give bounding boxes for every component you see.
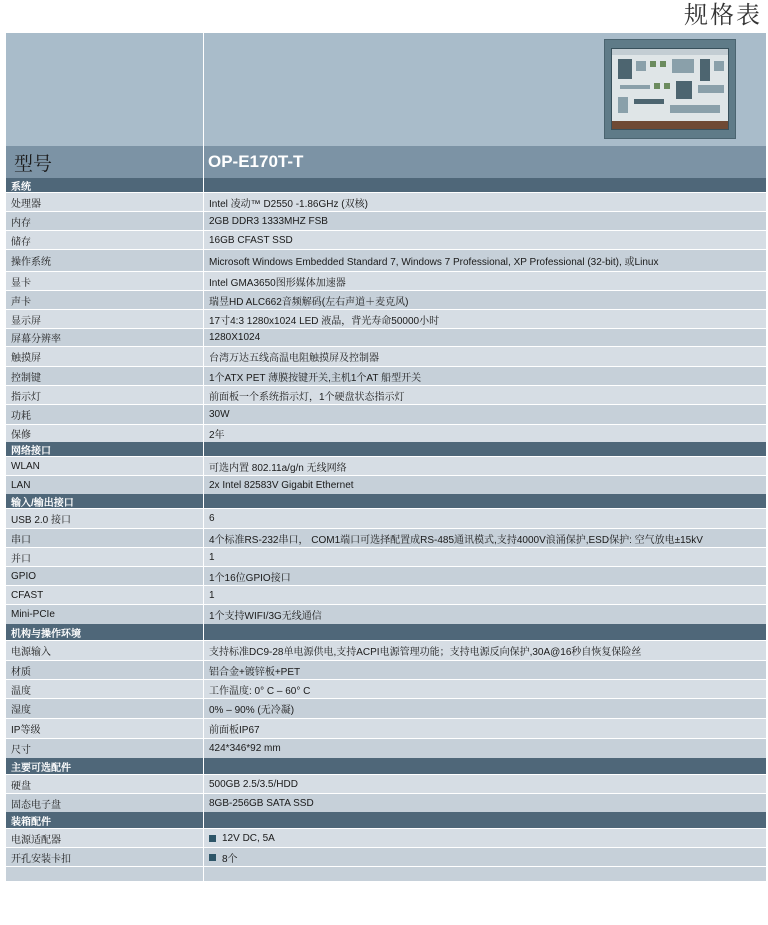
- section-header: [6, 178, 766, 192]
- square-bullet-icon: [209, 854, 216, 861]
- spec-label: 硬盘: [11, 780, 31, 792]
- spec-value: 瑞昱HD ALC662音频解码(左右声道＋麦克风): [209, 296, 409, 308]
- table-row: [6, 271, 766, 290]
- table-row: [6, 847, 766, 866]
- spec-label: 串口: [11, 534, 31, 546]
- table-row: [6, 566, 766, 585]
- spec-value-cell: [203, 548, 766, 566]
- spec-label: 储存: [11, 236, 31, 248]
- spec-value-cell: [203, 405, 766, 424]
- table-footer-row: [6, 866, 766, 881]
- spec-value: 16GB CFAST SSD: [209, 234, 293, 246]
- spec-label: 控制键: [11, 372, 41, 384]
- spec-value: 4个标准RS-232串口， COM1端口可选择配置成RS-485通讯模式,支持4000V浪涌保护,ESD保护: 空气放电±15kV: [209, 534, 703, 546]
- spec-value-cell: [203, 291, 766, 309]
- spec-value: 1: [209, 589, 215, 601]
- spec-value: 30W: [209, 409, 230, 420]
- spec-value-cell: [203, 794, 766, 812]
- spec-value-cell: [203, 367, 766, 385]
- section-title: 机构与操作环境: [11, 628, 81, 640]
- spec-value-cell: [203, 829, 766, 847]
- spec-value: 1个支持WIFI/3G无线通信: [209, 611, 322, 622]
- table-row: [6, 604, 766, 624]
- spec-label: GPIO: [11, 570, 37, 582]
- spec-value-cell: [203, 719, 766, 738]
- spec-label: 屏幕分辨率: [11, 334, 61, 345]
- spec-label: 电源输入: [11, 647, 51, 658]
- table-row: [6, 309, 766, 328]
- spec-label: 温度: [11, 685, 31, 697]
- spec-value-cell: [203, 739, 766, 758]
- table-row: [6, 660, 766, 679]
- document-title: 规格表: [684, 1, 762, 29]
- spec-label: 电源适配器: [11, 834, 61, 846]
- spec-value-cell: [203, 699, 766, 718]
- spec-value-cell: [203, 661, 766, 679]
- section-title: 输入/输出接口: [11, 497, 74, 508]
- spec-value: 8GB-256GB SATA SSD: [209, 797, 314, 809]
- spec-label: 操作系统: [11, 257, 51, 268]
- table-row: [6, 738, 766, 758]
- spec-value-cell: [203, 641, 766, 660]
- spec-value: 17寸4:3 1280x1024 LED 液晶，背光寿命50000小时: [209, 315, 440, 327]
- spec-value-cell: [203, 605, 766, 624]
- spec-value: Intel 凌动™ D2550 -1.86GHz (双核): [209, 198, 368, 210]
- spec-label: 固态电子盘: [11, 799, 61, 811]
- spec-value: 台湾万达五线高温电阻触摸屏及控制器: [209, 353, 379, 364]
- spec-value-cell: [203, 586, 766, 604]
- table-row: [6, 230, 766, 249]
- spec-table: [6, 33, 766, 881]
- spec-value-cell: [203, 310, 766, 328]
- spec-value: 1280X1024: [209, 332, 261, 343]
- spec-label: 湿度: [11, 705, 31, 716]
- spec-label: 功耗: [11, 411, 31, 422]
- section-header: [6, 494, 766, 508]
- spec-label: 显示屏: [11, 315, 41, 327]
- spec-value-cell: [203, 567, 766, 585]
- section-title: 系统: [11, 181, 31, 192]
- table-row: [6, 718, 766, 738]
- table-row: [6, 290, 766, 309]
- spec-value: 支持标准DC9-28单电源供电,支持ACPI电源管理功能；支持电源反向保护,30A@16秒自恢复保险丝: [209, 647, 642, 658]
- spec-label: CFAST: [11, 589, 44, 601]
- table-row: [6, 679, 766, 698]
- product-image-row: [6, 33, 766, 146]
- model-value: OP-E170T-T: [203, 146, 766, 178]
- spec-value: 1: [209, 551, 215, 563]
- spec-label: 尺寸: [11, 745, 31, 756]
- device-screen: [611, 48, 729, 130]
- spec-value-cell: [203, 457, 766, 475]
- spec-value: 前面板IP67: [209, 725, 260, 736]
- table-row: [6, 456, 766, 475]
- table-row: [6, 547, 766, 566]
- spec-label: 显卡: [11, 277, 31, 289]
- spec-value: 1个ATX PET 薄膜按键开关,主机1个AT 船型开关: [209, 372, 422, 384]
- spec-value-cell: [203, 529, 766, 547]
- square-bullet-icon: [209, 835, 216, 842]
- table-row: [6, 640, 766, 660]
- spec-label: 保修: [11, 430, 31, 441]
- table-row: [6, 211, 766, 230]
- table-row: [6, 508, 766, 528]
- spec-value-cell: [203, 272, 766, 290]
- spec-label: 并口: [11, 553, 31, 565]
- spec-value: 424*346*92 mm: [209, 743, 281, 754]
- table-row: [6, 793, 766, 812]
- table-row: [6, 528, 766, 547]
- spec-value-cell: [203, 386, 766, 404]
- spec-value: 工作温度: 0° C – 60° C: [209, 685, 311, 697]
- spec-value: 前面板一个系统指示灯，1个硬盘状态指示灯: [209, 391, 405, 403]
- section-header: [6, 442, 766, 456]
- spec-value: 6: [209, 513, 215, 524]
- table-row: [6, 828, 766, 847]
- section-header: [6, 812, 766, 828]
- table-row: [6, 385, 766, 404]
- spec-value-cell: [203, 347, 766, 366]
- spec-value-cell: [203, 509, 766, 528]
- spec-value: Intel GMA3650图形媒体加速器: [209, 277, 346, 289]
- table-row: [6, 774, 766, 793]
- spec-label: IP等级: [11, 725, 41, 736]
- section-title: 网络接口: [11, 445, 51, 456]
- spec-label: 内存: [11, 217, 31, 229]
- table-row: [6, 192, 766, 211]
- spec-label: 开孔安装卡扣: [11, 853, 71, 865]
- spec-value-cell: [203, 848, 766, 866]
- spec-value-cell: [203, 250, 766, 271]
- spec-value: 2年: [209, 430, 225, 441]
- spec-label: WLAN: [11, 460, 40, 472]
- table-row: [6, 475, 766, 494]
- table-row: [6, 249, 766, 271]
- spec-label: 声卡: [11, 296, 31, 308]
- table-row: [6, 346, 766, 366]
- spec-label: 指示灯: [11, 391, 41, 403]
- spec-value: Microsoft Windows Embedded Standard 7, Windows 7 Professional, XP Professional (32-bit), 或Linux: [209, 257, 659, 268]
- spec-label: 触摸屏: [11, 353, 41, 364]
- spec-value: 12V DC, 5A: [222, 832, 275, 844]
- spec-label: LAN: [11, 479, 31, 491]
- spec-value: 铝合金+镀锌板+PET: [209, 666, 301, 678]
- spec-value: 0% – 90% (无冷凝): [209, 705, 295, 716]
- spec-value: 1个16位GPIO接口: [209, 572, 291, 584]
- model-label: 型号: [14, 152, 53, 175]
- spec-value-cell: [203, 231, 766, 249]
- spec-value: 2GB DDR3 1333MHZ FSB: [209, 215, 328, 227]
- table-row: [6, 328, 766, 346]
- product-image: [604, 39, 736, 139]
- spec-value-cell: [203, 775, 766, 793]
- spec-value-cell: [203, 193, 766, 211]
- table-row: [6, 404, 766, 424]
- table-row: [6, 585, 766, 604]
- table-row: [6, 366, 766, 385]
- spec-value-cell: [203, 425, 766, 442]
- section-header: [6, 624, 766, 640]
- spec-label: 材质: [11, 666, 31, 678]
- table-row: [6, 698, 766, 718]
- spec-value: 可选内置 802.11a/g/n 无线网络: [209, 462, 347, 474]
- spec-label: Mini-PCIe: [11, 609, 55, 620]
- spec-value-cell: [203, 680, 766, 698]
- section-title: 装箱配件: [11, 816, 51, 828]
- spec-value-cell: [203, 476, 766, 494]
- table-row: [6, 424, 766, 442]
- spec-value-cell: [203, 329, 766, 346]
- model-row: [6, 146, 766, 178]
- spec-value: 8个: [222, 853, 238, 865]
- section-title: 主要可选配件: [11, 762, 71, 774]
- spec-value: 500GB 2.5/3.5/HDD: [209, 778, 298, 790]
- spec-value: 2x Intel 82583V Gigabit Ethernet: [209, 479, 354, 491]
- spec-value-cell: [203, 212, 766, 230]
- section-header: [6, 758, 766, 774]
- spec-label: USB 2.0 接口: [11, 515, 72, 526]
- spec-label: 处理器: [11, 198, 41, 210]
